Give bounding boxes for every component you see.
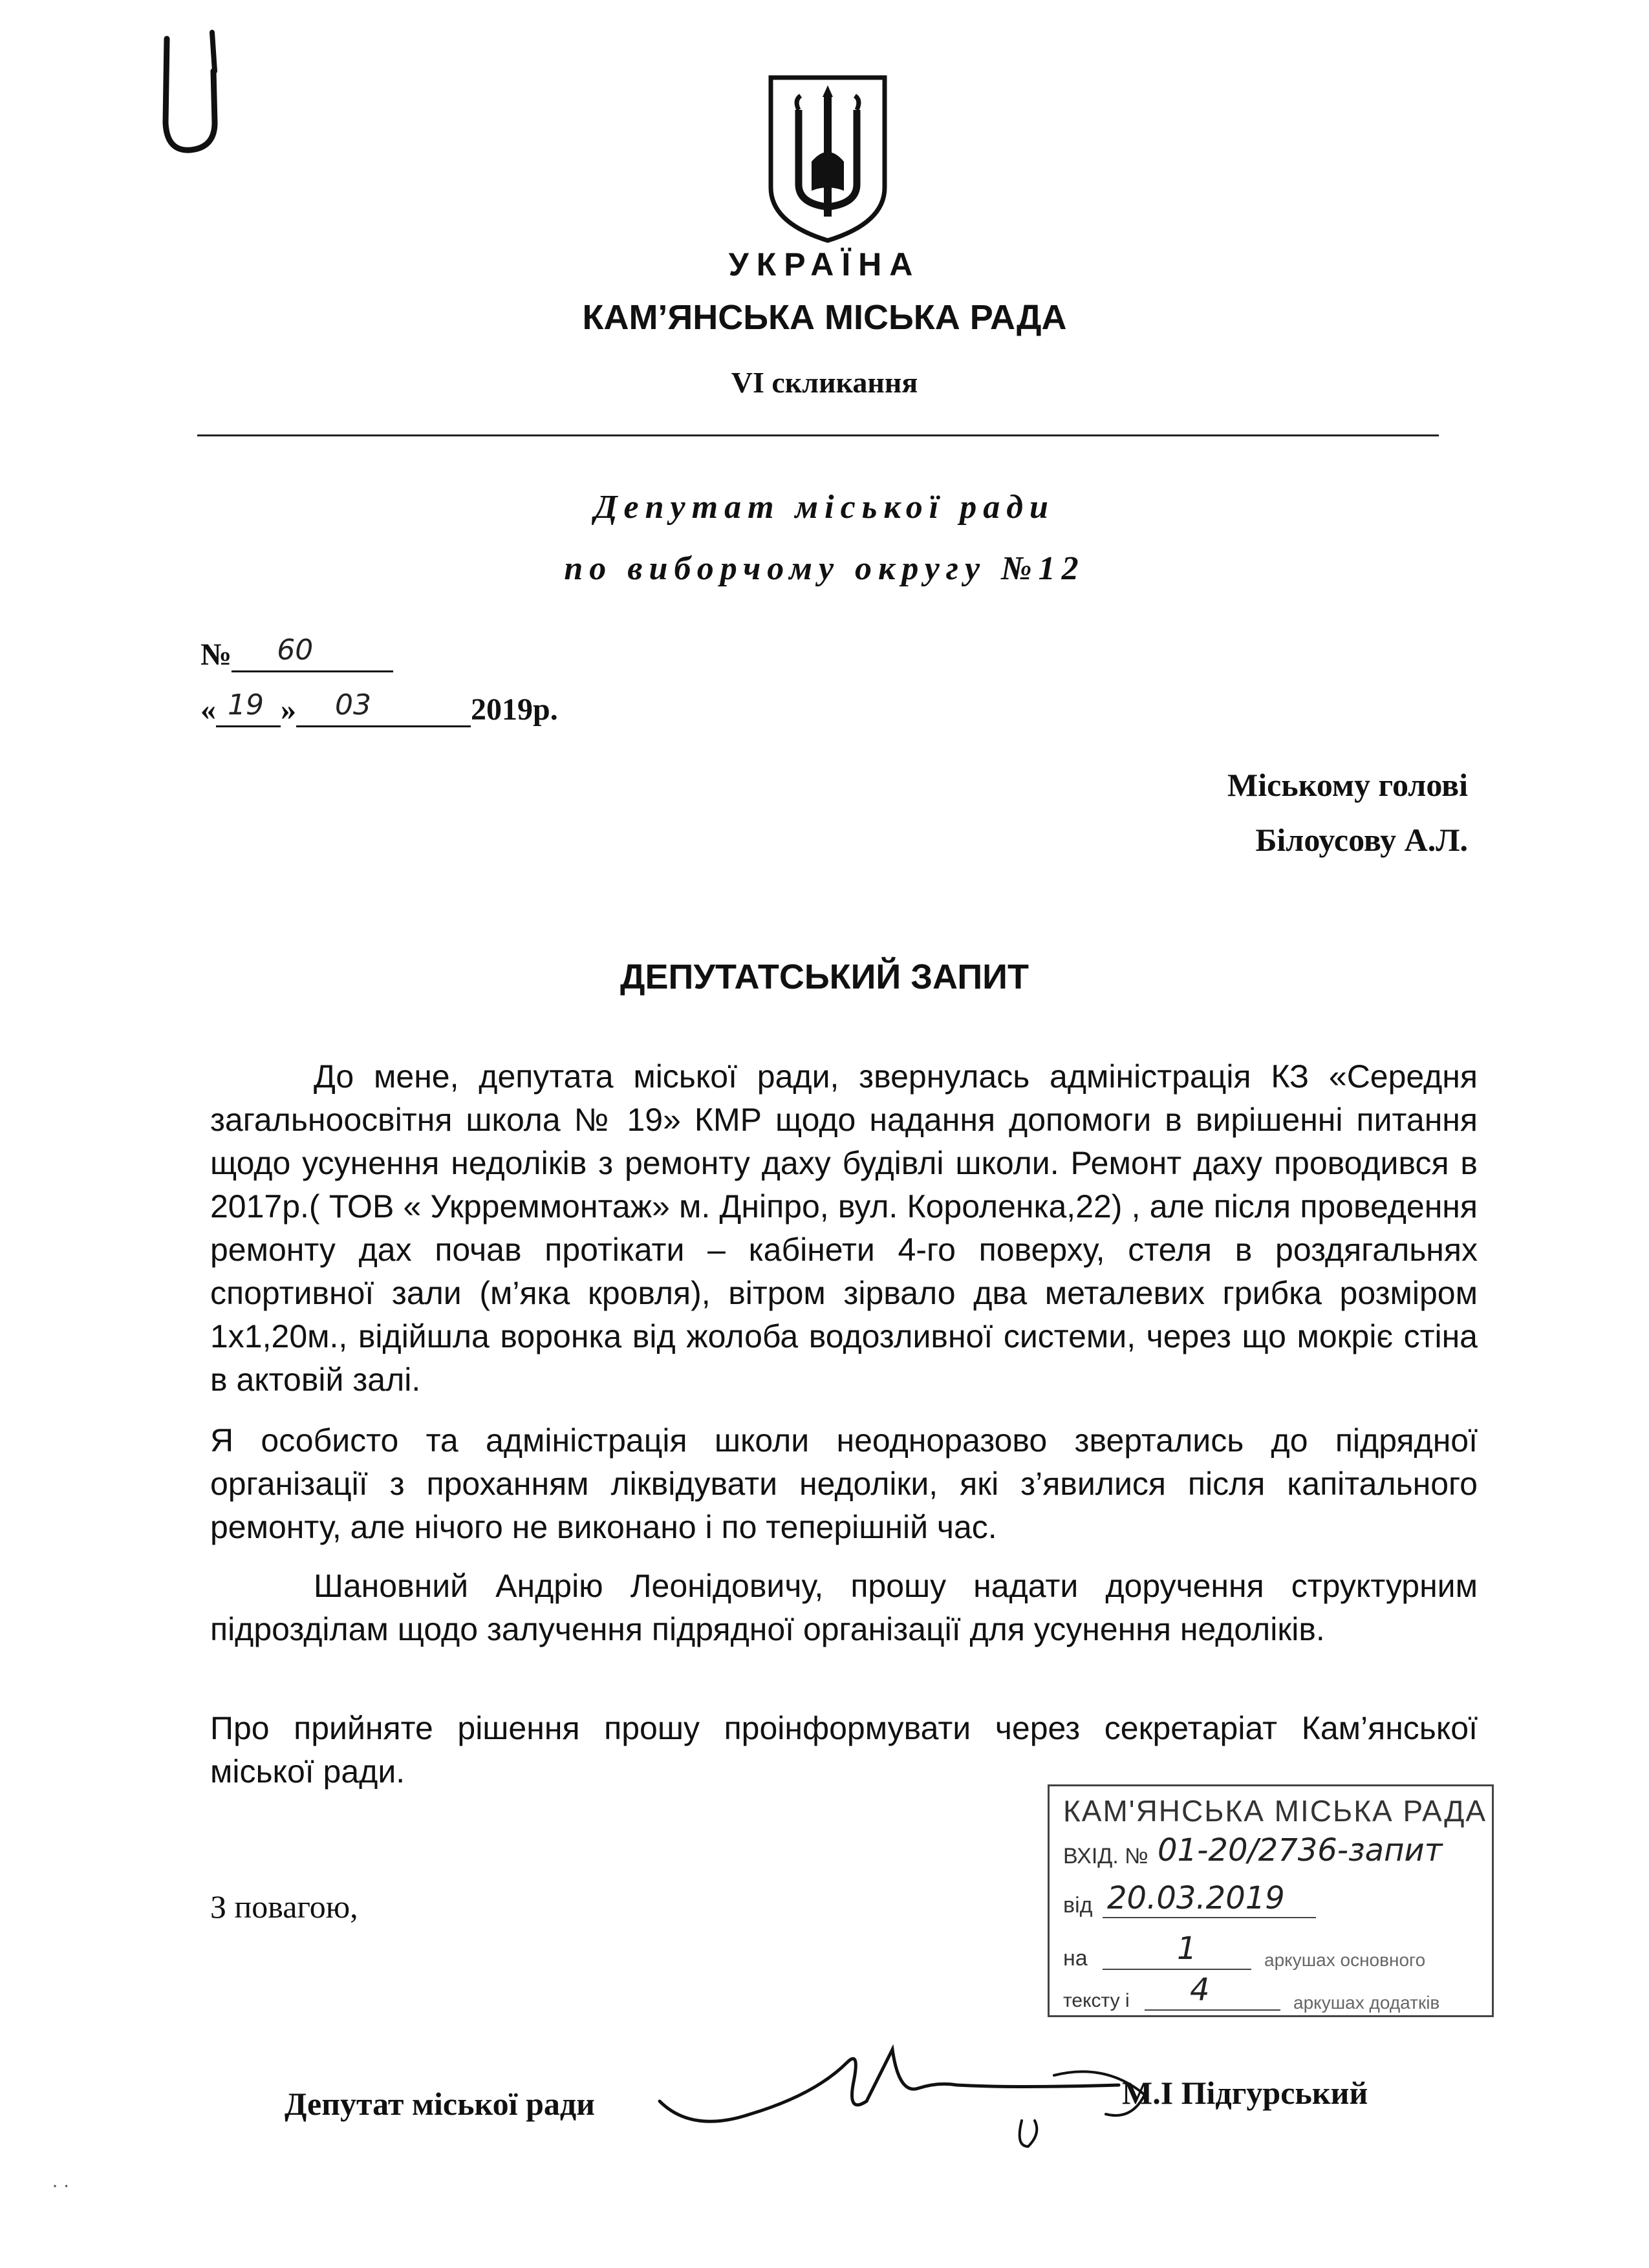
convocation: VI скликання: [731, 366, 918, 399]
signature-position: Депутат міської ради: [285, 2086, 595, 2122]
date-month-field: [296, 689, 471, 727]
stamp-title: КАМ'ЯНСЬКА МІСЬКА РАДА: [1063, 1794, 1487, 1828]
handwritten-u-mark: [155, 26, 226, 155]
stamp-text-label: тексту і: [1063, 1990, 1130, 2011]
stamp-sheets-attach: 4: [1190, 1972, 1210, 2008]
council-name: КАМ’ЯНСЬКА МІСЬКА РАДА: [582, 298, 1067, 337]
stamp-sheets-main-line: [1103, 1969, 1251, 1970]
date-open-quote: «: [200, 692, 216, 727]
deputy-heading-line1: Депутат міської ради: [594, 489, 1055, 526]
stamp-sheets-attach-line: [1145, 2009, 1280, 2011]
number-prefix: №: [200, 637, 232, 672]
scan-specks: · ·: [52, 2176, 70, 2197]
addressee-position: Міському голові: [1227, 767, 1468, 803]
stamp-from-line: [1103, 1917, 1316, 1918]
date-close-quote: »: [281, 692, 296, 727]
stamp-from-label: від: [1063, 1893, 1093, 1918]
stamp-sheets-attach-label: аркушах додатків: [1293, 1993, 1440, 2013]
date-year: 2019р.: [471, 692, 558, 727]
date-month: 03: [335, 689, 371, 722]
document-date: [200, 689, 558, 727]
number-value: 60: [277, 634, 314, 667]
addressee-name: Білоусову А.Л.: [1255, 822, 1468, 858]
document-title: ДЕПУТАТСЬКИЙ ЗАПИТ: [620, 957, 1029, 996]
deputy-heading-line2: по виборчому округу №12: [564, 550, 1085, 587]
header-divider: [197, 434, 1439, 436]
body-paragraph-3: Шановний Андрію Леонідовичу, прошу надати доручення структурним підрозділам щодо залучення підрядної організації для усунення недоліків.: [210, 1568, 1478, 1647]
body-paragraph-2: Я особисто та адміністрація школи неодноразово звертались до підрядної організації з проханням ліквідувати недоліки, які з’явилися після капітального ремонту, але нічого не виконано і по теперішній час.: [210, 1422, 1478, 1545]
signature-scribble: [653, 2024, 1158, 2153]
document-number: [200, 634, 393, 672]
body-paragraph-1: До мене, депутата міської ради, звернулась адміністрація КЗ «Середня загальноосвітня школа № 19» КМР щодо надання допомоги в вирішенні питання щодо усунення недоліків з ремонту даху будівлі школи. Ремонт даху проводився в 2017р.( ТОВ « Укрреммонтаж» м. Дніпро, вул. Короленка,22) , але після проведення ремонту дах почав протікати – кабінети 4-го поверху, стеля в роздягальнях спортивної зали (м’яка кровля), вітром зірвало два металевих грибка розміром 1х1,20м., відійшла воронка від жолоба водозливної системи, через що мокріє стіна в актовій залі.: [210, 1058, 1478, 1398]
stamp-sheets-main-label: аркушах основного: [1264, 1950, 1426, 1970]
registration-stamp: [1048, 1784, 1494, 2017]
number-field: [232, 634, 393, 672]
stamp-in-label: ВХІД. №: [1063, 1844, 1148, 1868]
signatory-name: М.І Підгурський: [1122, 2075, 1368, 2111]
coat-of-arms-trident-icon: [763, 71, 892, 246]
stamp-from-value: 20.03.2019: [1107, 1880, 1285, 1916]
country-name: УКРАЇНА: [728, 246, 921, 283]
body-paragraph-4: Про прийняте рішення прошу проінформувати через секретаріат Кам’янської міської ради.: [210, 1710, 1478, 1790]
date-day: 19: [228, 689, 264, 722]
stamp-in-value: 01-20/2736-запит: [1158, 1832, 1443, 1868]
closing-regards: З повагою,: [210, 1888, 358, 1925]
date-day-field: [216, 689, 281, 727]
stamp-sheets-main: 1: [1177, 1931, 1197, 1967]
stamp-on-label: на: [1063, 1946, 1088, 1971]
